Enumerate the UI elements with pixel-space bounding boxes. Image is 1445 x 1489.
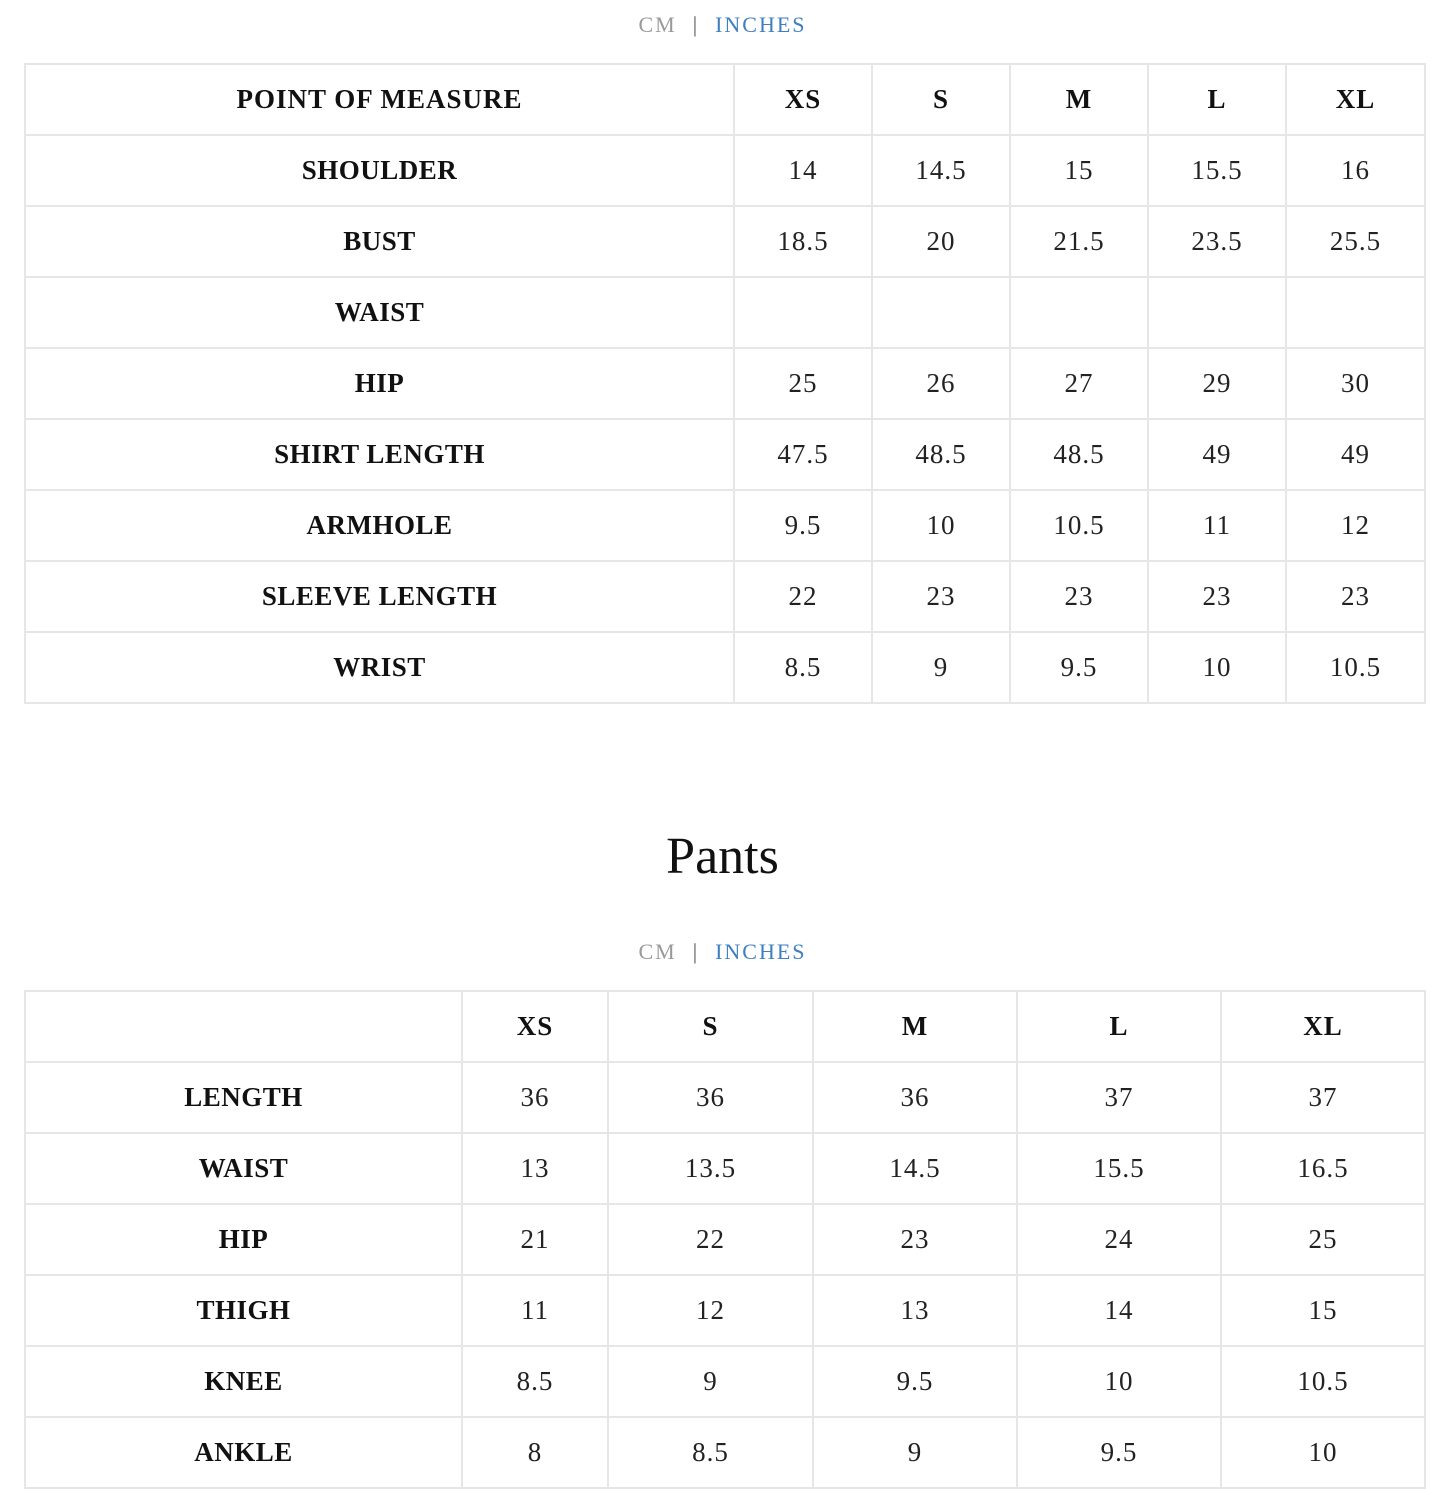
table-row [25, 1275, 1425, 1346]
column-header-xl: XL [1286, 64, 1425, 135]
measurement-cell: 10 [872, 490, 1010, 561]
column-header-m: M [813, 991, 1017, 1062]
measurement-cell: 13 [462, 1133, 608, 1204]
measurement-cell: 21 [462, 1204, 608, 1275]
measurement-cell: 18.5 [734, 206, 872, 277]
measurement-cell: 23 [872, 561, 1010, 632]
row-label: THIGH [25, 1275, 462, 1346]
row-label: HIP [25, 348, 734, 419]
measurement-cell: 16.5 [1221, 1133, 1425, 1204]
table-row [25, 1346, 1425, 1417]
row-label: SHIRT LENGTH [25, 419, 734, 490]
table-row [25, 632, 1425, 703]
column-header-m: M [1010, 64, 1148, 135]
column-header-xs: XS [462, 991, 608, 1062]
table-header-row [25, 991, 1425, 1062]
measurement-cell: 10 [1221, 1417, 1425, 1488]
row-label: ARMHOLE [25, 490, 734, 561]
tops-size-table [24, 63, 1426, 704]
measurement-cell: 9.5 [734, 490, 872, 561]
measurement-cell: 10.5 [1221, 1346, 1425, 1417]
table-row [25, 1204, 1425, 1275]
row-label: ANKLE [25, 1417, 462, 1488]
measurement-cell [734, 277, 872, 348]
measurement-cell: 12 [608, 1275, 813, 1346]
unit-toggle-tops [0, 10, 1445, 40]
table-row [25, 561, 1425, 632]
measurement-cell [1286, 277, 1425, 348]
measurement-cell: 30 [1286, 348, 1425, 419]
measurement-cell [1148, 277, 1286, 348]
column-header-xl: XL [1221, 991, 1425, 1062]
measurement-cell: 23 [813, 1204, 1017, 1275]
table-row [25, 1062, 1425, 1133]
measurement-cell: 25 [1221, 1204, 1425, 1275]
column-header-measure [25, 991, 462, 1062]
unit-cm-link[interactable]: CM [638, 12, 677, 37]
measurement-cell: 15 [1221, 1275, 1425, 1346]
measurement-cell: 8.5 [608, 1417, 813, 1488]
measurement-cell: 23 [1286, 561, 1425, 632]
column-header-s: S [872, 64, 1010, 135]
column-header-s: S [608, 991, 813, 1062]
row-label: WRIST [25, 632, 734, 703]
measurement-cell [1010, 277, 1148, 348]
measurement-cell: 49 [1148, 419, 1286, 490]
table-row [25, 135, 1425, 206]
measurement-cell: 12 [1286, 490, 1425, 561]
measurement-cell: 8.5 [734, 632, 872, 703]
row-label: KNEE [25, 1346, 462, 1417]
measurement-cell: 9 [872, 632, 1010, 703]
unit-cm-link[interactable]: CM [638, 939, 677, 964]
measurement-cell: 37 [1221, 1062, 1425, 1133]
measurement-cell: 13 [813, 1275, 1017, 1346]
table-row [25, 277, 1425, 348]
measurement-cell: 16 [1286, 135, 1425, 206]
measurement-cell: 8 [462, 1417, 608, 1488]
measurement-cell: 25 [734, 348, 872, 419]
measurement-cell: 48.5 [1010, 419, 1148, 490]
measurement-cell: 11 [1148, 490, 1286, 561]
row-label: SLEEVE LENGTH [25, 561, 734, 632]
measurement-cell: 23.5 [1148, 206, 1286, 277]
column-header-xs: XS [734, 64, 872, 135]
measurement-cell: 15 [1010, 135, 1148, 206]
measurement-cell: 11 [462, 1275, 608, 1346]
measurement-cell: 36 [462, 1062, 608, 1133]
row-label: WAIST [25, 277, 734, 348]
measurement-cell: 9 [608, 1346, 813, 1417]
row-label: HIP [25, 1204, 462, 1275]
unit-toggle-pants [0, 937, 1445, 967]
measurement-cell: 27 [1010, 348, 1148, 419]
measurement-cell: 25.5 [1286, 206, 1425, 277]
table-row [25, 348, 1425, 419]
measurement-cell: 14.5 [872, 135, 1010, 206]
table-header-row [25, 64, 1425, 135]
column-header-point-of-measure: POINT OF MEASURE [25, 64, 734, 135]
measurement-cell: 22 [608, 1204, 813, 1275]
measurement-cell: 21.5 [1010, 206, 1148, 277]
unit-separator: | [692, 939, 700, 964]
measurement-cell: 14 [734, 135, 872, 206]
measurement-cell [872, 277, 1010, 348]
unit-inches-link[interactable]: INCHES [715, 939, 807, 964]
measurement-cell: 10 [1148, 632, 1286, 703]
row-label: LENGTH [25, 1062, 462, 1133]
measurement-cell: 13.5 [608, 1133, 813, 1204]
measurement-cell: 29 [1148, 348, 1286, 419]
table-row [25, 1133, 1425, 1204]
table-row [25, 206, 1425, 277]
measurement-cell: 9.5 [813, 1346, 1017, 1417]
column-header-l: L [1148, 64, 1286, 135]
measurement-cell: 36 [813, 1062, 1017, 1133]
measurement-cell: 9 [813, 1417, 1017, 1488]
measurement-cell: 10 [1017, 1346, 1221, 1417]
column-header-l: L [1017, 991, 1221, 1062]
pants-section-title: Pants [666, 828, 779, 885]
unit-inches-link[interactable]: INCHES [715, 12, 807, 37]
row-label: BUST [25, 206, 734, 277]
unit-separator: | [692, 12, 700, 37]
measurement-cell: 20 [872, 206, 1010, 277]
pants-size-table [24, 990, 1426, 1489]
row-label: SHOULDER [25, 135, 734, 206]
measurement-cell: 10.5 [1286, 632, 1425, 703]
measurement-cell: 8.5 [462, 1346, 608, 1417]
measurement-cell: 23 [1010, 561, 1148, 632]
measurement-cell: 22 [734, 561, 872, 632]
measurement-cell: 37 [1017, 1062, 1221, 1133]
table-row [25, 1417, 1425, 1488]
table-row [25, 419, 1425, 490]
measurement-cell: 23 [1148, 561, 1286, 632]
measurement-cell: 49 [1286, 419, 1425, 490]
measurement-cell: 15.5 [1017, 1133, 1221, 1204]
table-row [25, 490, 1425, 561]
measurement-cell: 24 [1017, 1204, 1221, 1275]
measurement-cell: 36 [608, 1062, 813, 1133]
measurement-cell: 10.5 [1010, 490, 1148, 561]
measurement-cell: 48.5 [872, 419, 1010, 490]
measurement-cell: 15.5 [1148, 135, 1286, 206]
measurement-cell: 9.5 [1010, 632, 1148, 703]
measurement-cell: 26 [872, 348, 1010, 419]
measurement-cell: 47.5 [734, 419, 872, 490]
measurement-cell: 14 [1017, 1275, 1221, 1346]
row-label: WAIST [25, 1133, 462, 1204]
measurement-cell: 14.5 [813, 1133, 1017, 1204]
measurement-cell: 9.5 [1017, 1417, 1221, 1488]
